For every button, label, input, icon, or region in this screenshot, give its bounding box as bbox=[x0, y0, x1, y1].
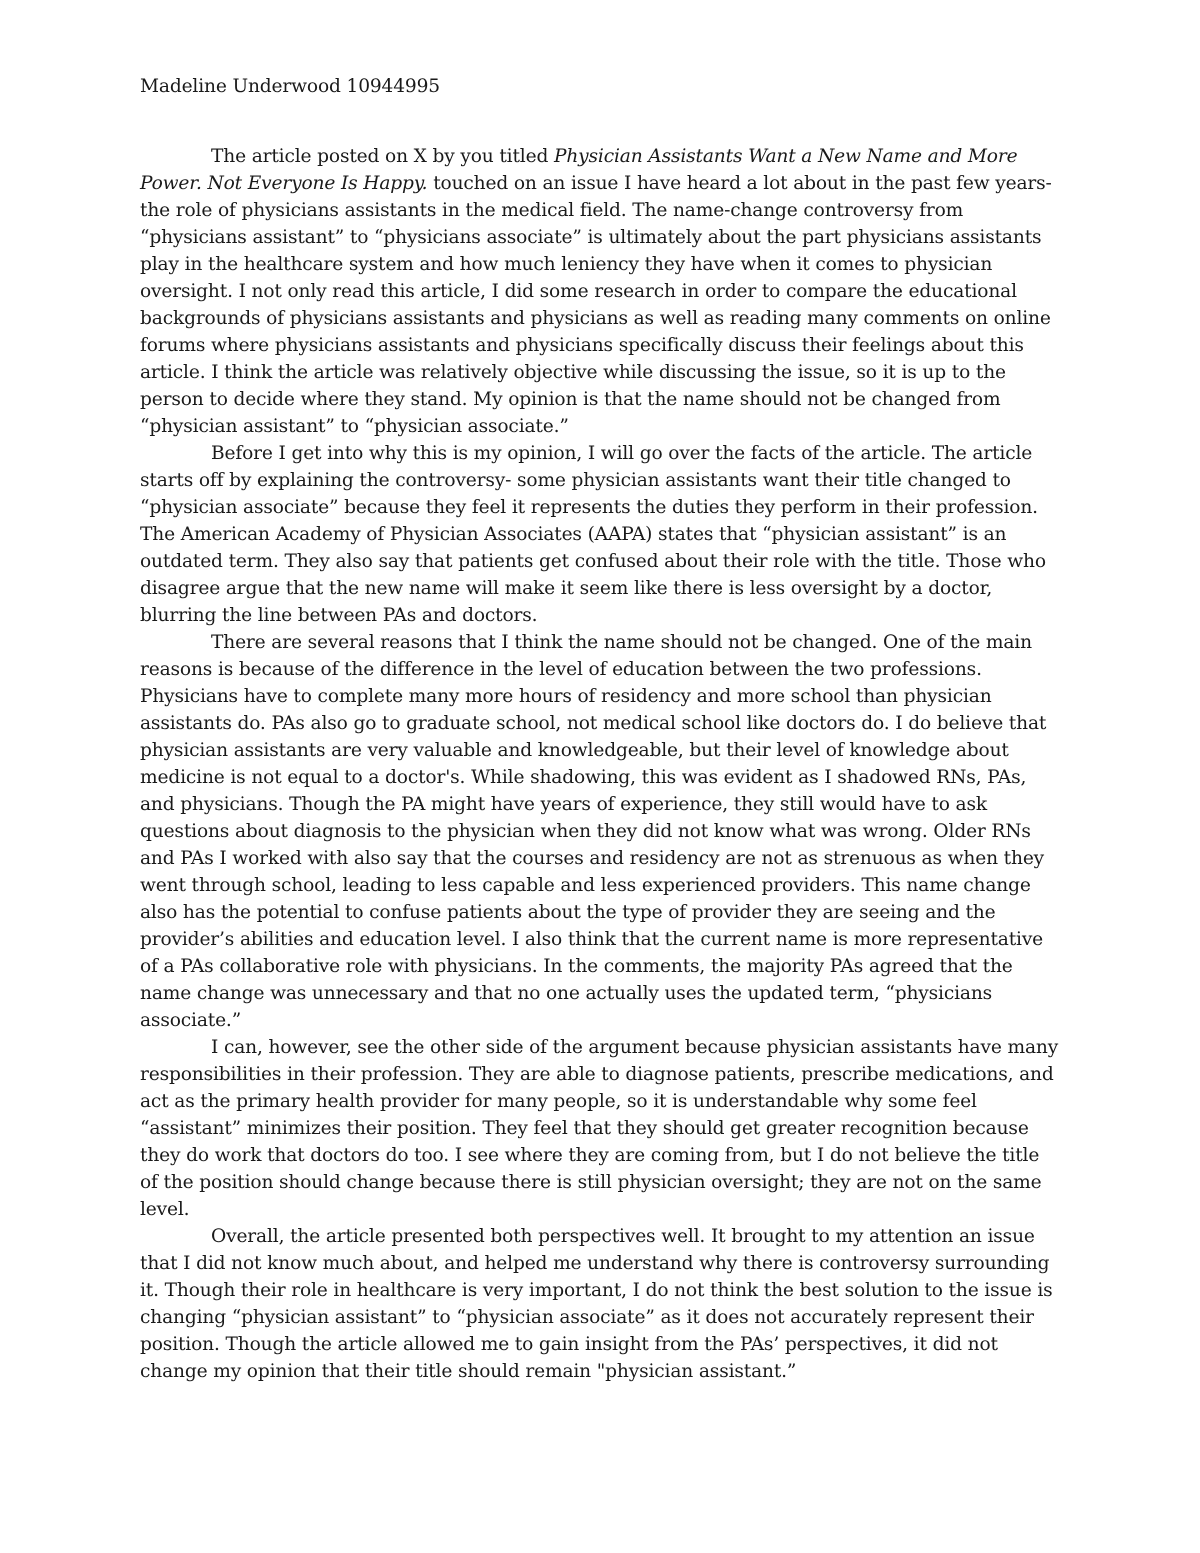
paragraph-1-lead: The article posted on X by you titled bbox=[211, 146, 554, 167]
paragraph-1-rest: touched on an issue I have heard a lot about in the past few years- the role of physicians assistants in the medical field. The name-change controversy from “physicians assistant” to “physicians associate” is ultimately about the part physicians assistants play in the healthcare system and how much leniency they have when it comes to physician oversight. I not only read this article, I did some research in order to compare the educational backgrounds of physicians assistants and physicians as well as reading many comments on online forums where physicians assistants and physicians specifically discuss their feelings about this article. I think the article was relatively objective while discussing the issue, so it is up to the person to decide where they stand. My opinion is that the name should not be changed from “physician assistant” to “physician associate.” bbox=[140, 173, 1052, 437]
paragraph-2: Before I get into why this is my opinion, I will go over the facts of the article. The article starts off by explaining the controversy- some physician assistants want their title changed to “physician associate” because they feel it represents the duties they perform in their profession. The American Academy of Physician Associates (AAPA) states that “physician assistant” is an outdated term. They also say that patients get confused about their role with the title. Those who disagree argue that the new name will make it seem like there is less oversight by a doctor, blurring the line between PAs and doctors. bbox=[140, 443, 1046, 626]
document-body bbox=[140, 73, 1062, 1385]
paragraph-5: Overall, the article presented both perspectives well. It brought to my attention an issue that I did not know much about, and helped me understand why there is controversy surrounding it. Though their role in healthcare is very important, I do not think the best solution to the issue is changing “physician assistant” to “physician associate” as it does not accurately represent their position. Though the article allowed me to gain insight from the PAs’ perspectives, it did not change my opinion that their title should remain "physician assistant.” bbox=[140, 1226, 1053, 1382]
paragraph-1 bbox=[140, 143, 1062, 440]
paragraph-4: I can, however, see the other side of the argument because physician assistants have many responsibilities in their profession. They are able to diagnose patients, prescribe medications, and act as the primary health provider for many people, so it is understandable why some feel “assistant” minimizes their position. They feel that they should get greater recognition because they do work that doctors do too. I see where they are coming from, but I do not believe the title of the position should change because there is still physician oversight; they are not on the same level. bbox=[140, 1037, 1059, 1220]
article-title: Physician Assistants Want a New Name and More Power. Not Everyone Is Happy. bbox=[140, 146, 1018, 194]
author-header: Madeline Underwood 10944995 bbox=[140, 76, 440, 97]
paragraph-3: There are several reasons that I think the name should not be changed. One of the main reasons is because of the difference in the level of education between the two professions. Physicians have to complete many more hours of residency and more school than physician assistants do. PAs also go to graduate school, not medical school like doctors do. I do believe that physician assistants are very valuable and knowledgeable, but their level of knowledge about medicine is not equal to a doctor's. While shadowing, this was evident as I shadowed RNs, PAs, and physicians. Though the PA might have years of experience, they still would have to ask questions about diagnosis to the physician when they did not know what was wrong. Older RNs and PAs I worked with also say that the courses and residency are not as strenuous as when they went through school, leading to less capable and less experienced providers. This name change also has the potential to confuse patients about the type of provider they are seeing and the provider’s abilities and education level. I also think that the current name is more representative of a PAs collaborative role with physicians. In the comments, the majority PAs agreed that the name change was unnecessary and that no one actually uses the updated term, “physicians associate.” bbox=[140, 632, 1047, 1031]
